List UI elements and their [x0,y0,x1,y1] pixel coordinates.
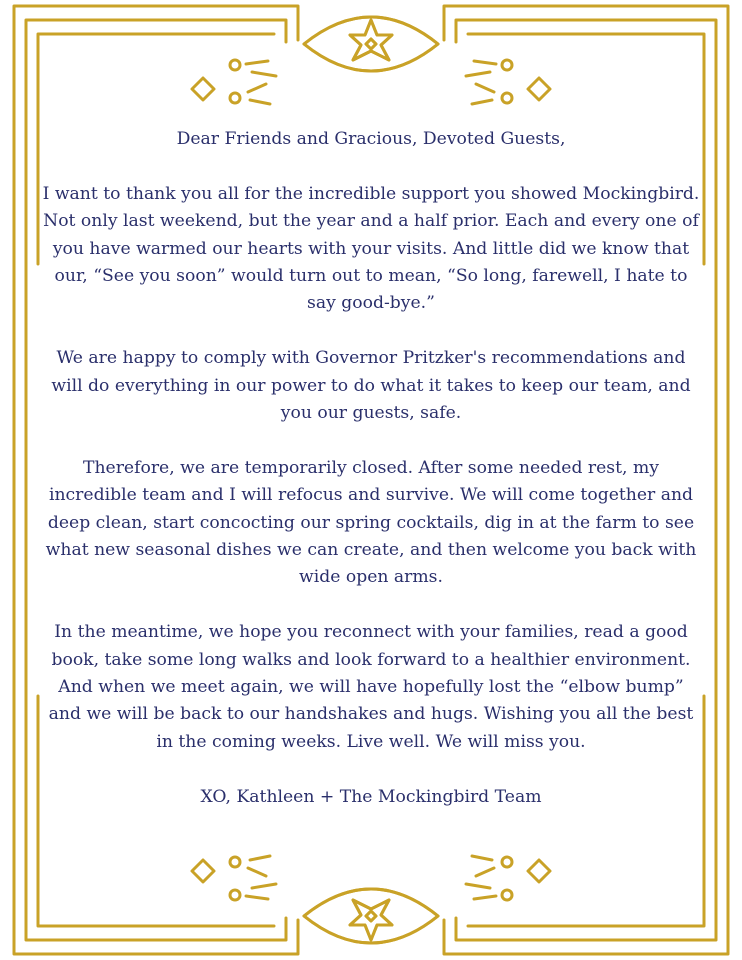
letter-body [40,126,702,811]
paragraph-meantime: In the meantime, we hope you reconnect with your families, read a good book, take some long walks and look forward to a healthier environment. And when we meet again, we will have hopefully lost the “elbow bump” and we will be back to our handshakes and hugs. Wishing you all the best in the coming weeks. Live well. We will miss you. [48,622,694,752]
paragraph-thanks: I want to thank you all for the incredible support you showed Mockingbird. Not only last weekend, but the year and a half prior. Each and every one of you have warmed our hearts with your visits. And little did we know that our, “See you soon” would turn out to mean, “So long, farewell, I hate to say good-bye.” [42,183,700,314]
paragraph-comply: We are happy to comply with Governor Pritzker's recommendations and will do everything in our power to do what it takes to keep our team, and you our guests, safe. [51,348,691,424]
signoff: XO, Kathleen + The Mockingbird Team [200,786,542,807]
salutation: Dear Friends and Gracious, Devoted Guests, [176,129,566,149]
paragraph-closed: Therefore, we are temporarily closed. After some needed rest, my incredible team and I will refocus and survive. We will come together and deep clean, start concocting our spring cocktails, dig in at the farm to see what new seasonal dishes we can create, and then welcome you back with wide open arms. [45,457,697,588]
